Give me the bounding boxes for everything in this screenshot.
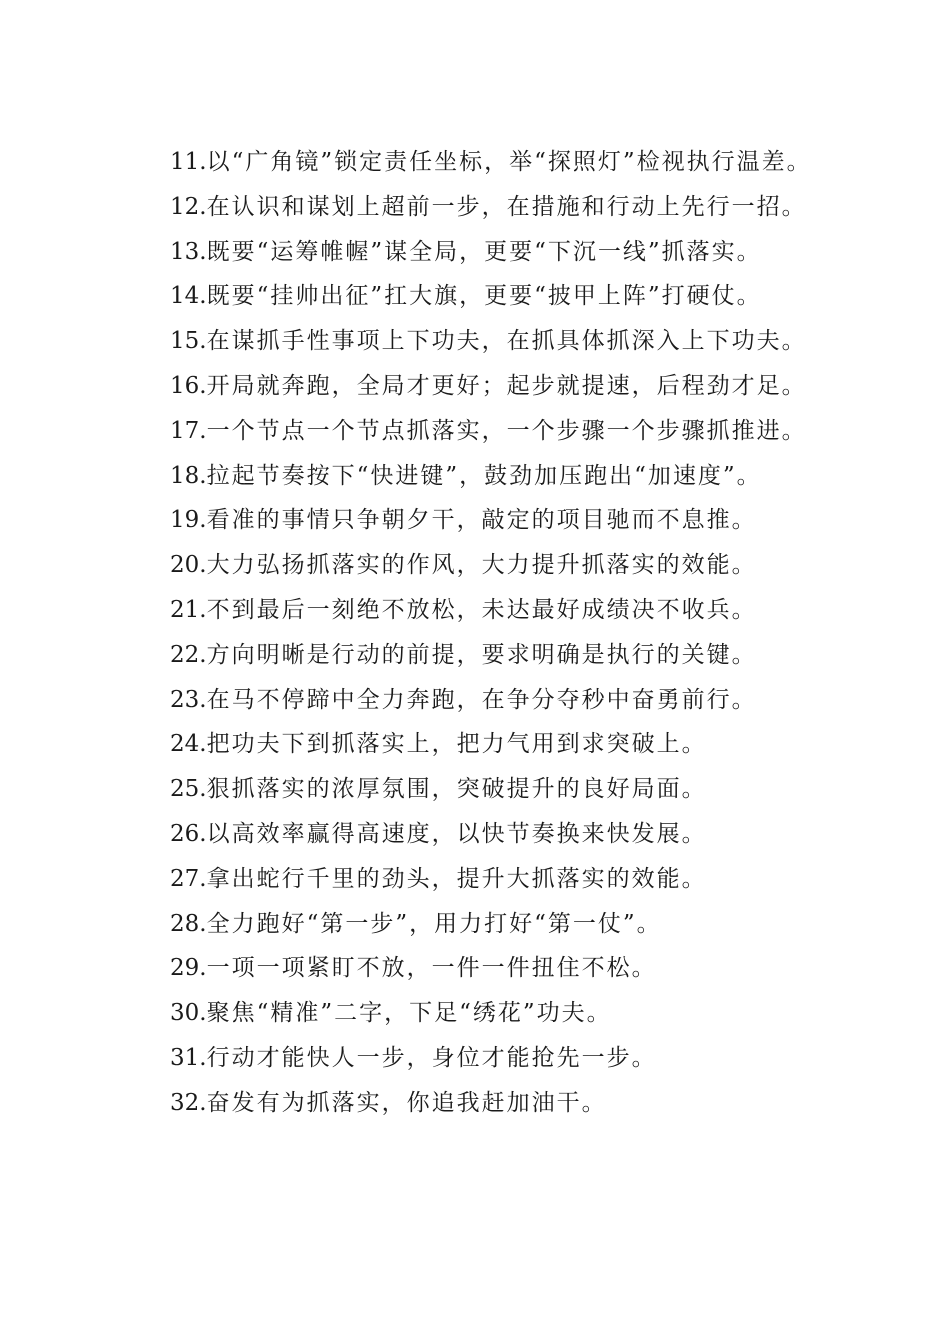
item-text: 拿出蛇行千里的劲头，提升大抓落实的效能。 [206,865,707,892]
item-text: 一项一项紧盯不放，一件一件扭住不松。 [206,955,657,982]
item-number: 18. [170,462,207,489]
item-number: 23. [170,686,207,713]
list-item [120,588,826,633]
item-number: 21. [170,596,207,623]
list-item [120,1081,826,1126]
item-number: 17. [170,417,207,444]
item-text: 奋发有为抓落实，你追我赶加油干。 [206,1089,607,1116]
item-text: 开局就奔跑，全局才更好；起步就提速，后程劲才足。 [206,372,807,399]
list-item [120,409,826,454]
list-item [120,722,826,767]
item-number: 11. [170,149,207,175]
item-number: 28. [170,910,207,937]
item-number: 26. [170,820,207,847]
item-text: 狠抓落实的浓厚氛围，突破提升的良好局面。 [206,776,707,803]
item-number: 20. [170,552,207,579]
item-text: 聚焦“精准”二字，下足“绣花”功夫。 [206,1000,612,1027]
list-item [120,633,826,678]
item-number: 30. [170,1000,207,1027]
item-number: 24. [170,731,207,758]
item-text: 在认识和谋划上超前一步，在措施和行动上先行一招。 [206,193,807,220]
item-number: 32. [170,1089,207,1116]
list-item [120,767,826,812]
item-number: 12. [170,193,207,220]
item-number: 14. [170,283,207,310]
item-text: 在马不停蹄中全力奔跑，在争分夺秒中奋勇前行。 [206,686,757,713]
list-item [120,1036,826,1081]
list-item [120,902,826,947]
list-item [120,857,826,902]
item-text: 以高效率赢得高速度，以快节奏换来快发展。 [206,820,707,847]
item-text: 既要“挂帅出征”扛大旗，更要“披甲上阵”打硬仗。 [206,283,762,310]
item-text: 大力弘扬抓落实的作风，大力提升抓落实的效能。 [206,552,757,579]
list-item [120,678,826,723]
list-item [120,543,826,588]
list-item [120,946,826,991]
list-item [120,364,826,409]
item-number: 15. [170,328,207,355]
item-text: 看准的事情只争朝夕干，敲定的项目驰而不息推。 [206,507,757,534]
item-number: 31. [170,1044,207,1071]
list-item [120,319,826,364]
item-number: 19. [170,507,207,534]
item-number: 13. [170,238,207,265]
item-number: 29. [170,955,207,982]
list-item [120,230,826,275]
item-text: 全力跑好“第一步”，用力打好“第一仗”。 [206,910,662,937]
item-text: 既要“运筹帷幄”谋全局，更要“下沉一线”抓落实。 [206,238,762,265]
list-item [120,498,826,543]
item-number: 22. [170,641,207,668]
list-item [120,991,826,1036]
list-item [120,274,826,319]
item-text: 行动才能快人一步，身位才能抢先一步。 [206,1044,657,1071]
item-text: 方向明晰是行动的前提，要求明确是执行的关键。 [206,641,757,668]
item-text: 不到最后一刻绝不放松，未达最好成绩决不收兵。 [206,596,757,623]
slogan-list [120,140,826,1126]
item-text: 把功夫下到抓落实上，把力气用到求突破上。 [206,731,707,758]
list-item [120,185,826,230]
item-text: 在谋抓手性事项上下功夫，在抓具体抓深入上下功夫。 [206,328,807,355]
item-number: 16. [170,372,207,399]
item-number: 25. [170,776,207,803]
list-item [120,140,826,185]
item-number: 27. [170,865,207,892]
list-item [120,454,826,499]
item-text: 拉起节奏按下“快进键”，鼓劲加压跑出“加速度”。 [206,462,762,489]
item-text: 一个节点一个节点抓落实，一个步骤一个步骤抓推进。 [206,417,807,444]
list-item [120,812,826,857]
item-text: 以“广角镜”锁定责任坐标，举“探照灯”检视执行温差。 [206,149,812,175]
